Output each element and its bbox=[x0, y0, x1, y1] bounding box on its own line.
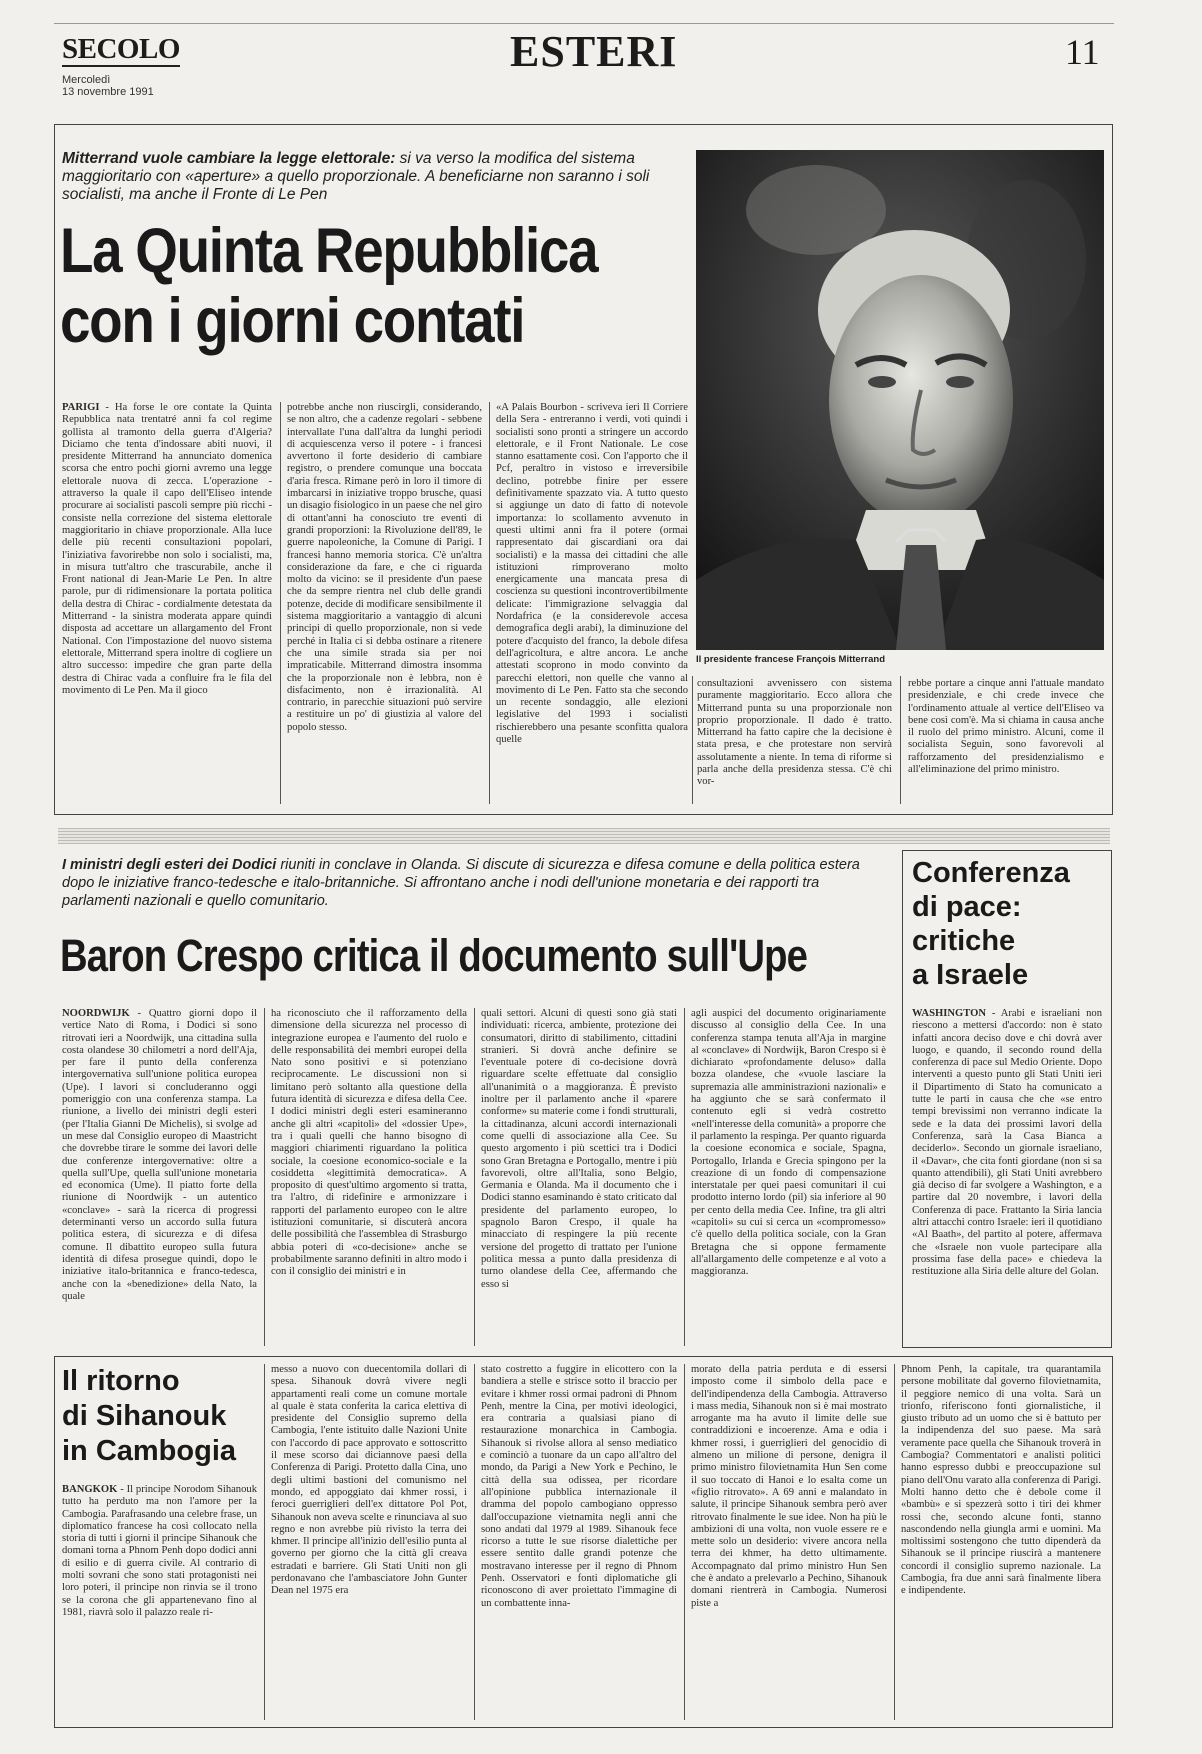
column-rule bbox=[264, 1008, 265, 1346]
headline-line-1: Il ritorno bbox=[62, 1365, 180, 1397]
headline-line-2: di pace: bbox=[912, 891, 1022, 923]
article-sihanouk-headline bbox=[62, 1364, 236, 1469]
article-mitterrand-col-2: potrebbe anche non riuscirgli, considerando, se non altro, che a cadenze regolari - sebbene intervallate l'una dall'altra da lunghi periodi di acquiescenza verso il potere - i francesi avvertono il forte desiderio di cambiare registro, o prendere comunque una boccata d'aria fresca. Rimane però in loro il timore di imbarcarsi in iniziative troppo brusche, quasi un disagio fisiologico in un paese che nel giro di ottant'anni ha conosciuto tre eventi di grandi proporzioni: la Rivoluzione dell'89, le guerre napoleoniche, la Comune di Parigi. I francesi hanno memoria storica. C'è un'altra considerazione da fare, e che ci riguarda molto da vicino: se il presidente d'un paese che da sempre rientra nel club delle grandi potenze, decide di modificare sensibilmente il sistema maggioritario a vantaggio di alcuni principi di quello proporzionale, non si vede perché in Italia ci si debba ostinare a ritenere che una simile strada sia per noi impraticabile. Mitterrand dimostra insomma che la proporzionale non è lebbra, non è disfacimento, non è irrazionalità. Al contrario, in parecchie situazioni può servire a restituire un po' di giustizia al valore del popolo stesso. bbox=[287, 402, 482, 733]
dateline: NOORDWIJK bbox=[62, 1008, 130, 1019]
kicker-bold: I ministri degli esteri dei Dodici bbox=[62, 857, 277, 873]
column-rule bbox=[684, 1364, 685, 1720]
newspaper-logo: SECOLO bbox=[62, 33, 180, 65]
headline-line-4: a Israele bbox=[912, 959, 1029, 991]
headline-line-3: critiche bbox=[912, 925, 1016, 957]
column-rule bbox=[900, 676, 901, 804]
headline-line-2: con i giorni contati bbox=[60, 286, 525, 356]
column-rule bbox=[894, 1364, 895, 1720]
article-crespo-col-4: agli auspici del documento originariamente discusso al consiglio della Cee. In una conferenza stampa tenuta all'Aja in margine al «conclave» di Nordwijk, Baron Crespo si è dichiarato «profondamente deluso» dalla bozza olandese, che «vuole lasciare la supremazia alle amministrazioni nazionali» e ha aggiunto che se sarà confermato il contenuto egli si vedrà costretto «nell'interesse della comunità» a proporre che il parlamento la respinga. Per quanto riguarda la coesione economica e sociale, Spagna, Portogallo, Irlanda e Grecia spingono per la creazione di un fondo di compensazione interstatale per quei paesi comunitari il cui prodotto interno lordo (pil) sia inferiore al 90 per cento della media Cee. Infine, tra gli altri «capitoli» su cui si cerca un «compromesso» c'è quello della politica sociale, con la Gran Bretagna che si oppone fermamente all'allargamento delle competenze e al voto a maggioranza. bbox=[691, 1008, 886, 1278]
section-title: ESTERI bbox=[510, 27, 678, 76]
article-sihanouk-col-2: messo a nuovo con duecentomila dollari di spesa. Sihanouk dovrà vivere negli appartamenti reali come un comune mortale al quale è stata conferita la carica elettiva di presidente del Consiglio supremo della Cambogia, l'ente istituito dalle Nazioni Unite con l'accordo di pace approvato e sottoscritto il mese scorso dai diciannove paesi della Conferenza di Parigi. Protetto dalla Cina, uno degli ultimi bastioni del comunismo nel mondo, ed appoggiato dai khmer rossi, i feroci guerriglieri dell'ex dittatore Pol Pot, Sihanouk non aveva scelte e rinunciava al suo regno e non avrebbe più rivisto la terra dei khmer. Il principe all'inizio dell'esilio punta al governo per giorno che la città gli creava estradati e barriere. Gli Stati Uniti non gli perdonavano che l'ambasciatore John Gunter Dean nel 1975 era bbox=[271, 1364, 467, 1597]
headline-line-3: in Cambogia bbox=[62, 1435, 237, 1467]
article-crespo-col-1 bbox=[62, 1008, 257, 1346]
headline-line-2: di Sihanouk bbox=[62, 1400, 227, 1432]
column-rule bbox=[474, 1364, 475, 1720]
photo-caption: Il presidente francese François Mitterrand bbox=[696, 654, 886, 665]
article-israele-body bbox=[912, 1008, 1102, 1338]
article-sihanouk-col-5: Phnom Penh, la capitale, tra quarantamila persone mobilitate dal governo filovietnamita, il peggiore nemico di una volta. Sarà un trionfo, riferiscono fonti giornalistiche, il giusto tributo ad un uomo che si è battuto per la indipendenza del suo paese. Ma sarà veramente pace quella che Sihanouk troverà in Cambogia? Commentatori e analisti politici hanno espresso dubbi e preoccupazione sul piano dell'Onu varato alla conferenza di Parigi. Molti hanno detto che è debole come il «bambù» e si spezzerà sotto i tiri dei khmer rossi che, secondo alcune fonti, stanno nascondendo nella giungla armi e uomini. Ma moltissimi sostengono che tutto dipenderà da Sihanouk se il principe riuscirà a mantenere concordi il consiglio supremo nazionale. La Cambogia, fra due anni sarà finalmente libera e indipendente. bbox=[901, 1364, 1101, 1597]
article-crespo-kicker bbox=[62, 856, 872, 910]
article-sihanouk-col-4: morato della patria perduta e di essersi imposto come il simbolo della pace e dell'indipendenza della Cambogia. Attraverso i mass media, Sihanouk non si è mai mostrato arrogante ma ha avuto il limite delle sue contraddizioni e incoerenze. Ama e odia i khmer rossi, i guerriglieri del genocidio di almeno un milione di persone, denigra il primo ministro filovietnamita Hun Sen come il suo toccato di Hanoi e lo esalta come un «figlio ritrovato». A 69 anni e malandato in salute, il principe Sihanouk sembra però aver ritrovato finalmente le sue idee. Non ha più le ambizioni di una volta, non vuole essere re e mette solo un desiderio: vivere ancora nella terra dei khmer, ha detto ultimamente. Accompagnato dal primo ministro Hun Sen che è andato a prelevarlo a Pechino, Sihanouk domani rientrerà in Cambogia. Numerosi piste a bbox=[691, 1364, 887, 1609]
col-text: - Il principe Norodom Sihanouk tutto ha perduto ma non l'amore per la Cambogia. Parafrasando una celebre frase, un diplomatico francese ha così collocato nella storia di tutti i giorni il principe Sihanouk che domani torna a Phnom Penh dopo dodici anni di esilio e di guerra civile. Al contrario di molti sovrani che sono stati protagonisti nei loro poteri, il principe non rinvia se il trono se la corona che gli appartenevano fino al 1981, riavrà solo il palazzo reale ri- bbox=[62, 1484, 257, 1618]
dateline: WASHINGTON bbox=[912, 1008, 986, 1019]
kicker-rest: si va verso la modifica del sistema maggioritario con «aperture» a quello proporzionale. A beneficiarne non saranno i soli socialisti, ma anche il Fronte di Le Pen bbox=[62, 150, 650, 203]
column-rule bbox=[692, 676, 693, 804]
article-mitterrand-col-3: «A Palais Bourbon - scriveva ieri Il Corriere della Sera - entreranno i verdi, voti quindi i socialisti sono pronti a stringere un accordo elettorale, e il Front Nationale. Le cose stanno esattamente così. Con l'apporto che il Pcf, peraltro in vistoso e irreversibile declino, potrebbe finire per essere definitivamente spazzato via. A tutto questo si aggiunge un dato di fatto di notevole importanza: lo scollamento avvenuto in questi ultimi anni fra il potere (ormai rappresentato dai giscardiani ora dai socialisti) e la massa dei cittadini che alle istituzioni rimproverano molto energicamente una mancata presa di coscienza su questioni incontrovertibilmente delicate: l'immigrazione selvaggia dal Nordafrica (e la considerevole accesa demografica degli arabi), la diminuzione del potere d'acquisto del franco, la debole difesa dell'agricoltura, e altre ancora. Le anche attestati scoprono in modo convinto da parecchi elettori, non quelle che vanno al movimento di Le Pen. Fatto sta che secondo un recente sondaggio, alle elezioni legislative del 1993 i socialisti rischierebbero una pesante sconfitta qualora quelle bbox=[496, 402, 688, 746]
column-rule bbox=[489, 402, 490, 804]
column-rule bbox=[684, 1008, 685, 1346]
issue-date bbox=[62, 74, 154, 98]
dateline: PARIGI bbox=[62, 402, 100, 413]
article-mitterrand-kicker bbox=[62, 150, 662, 204]
col-text: - Ha forse le ore contate la Quinta Repubblica nata trentatré anni fa col regime gollista al tramonto della guerra d'Algeria? Diciamo che tenta d'indossare abiti nuovi, il presidente Mitterrand ha annunciato domenica scorsa che entro pochi giorni avremo una legge elettorale nuova di zecca. L'operazione - attraverso la quale il capo dell'Eliseo intende procurare ai socialisti pascoli sempre più ricchi - consiste nella correzione del sistema elettorale maggioritario in chiave proporzionale. Alla luce delle più recenti consultazioni popolari, l'iniziativa favorirebbe non solo i socialisti, ma, in misura tutt'altro che trascurabile, anche il Front national di Jean-Marie Le Pen. In altre parole, pur di ridimensionare la portata politica della destra di Chirac - cordialmente detestata da Mitterrand - la sinistra moderata appare quindi disposta ad accettare un allargamento del Front National. Con l'impostazione del nuovo sistema elettorale, Mitterrand spera inoltre di cogliere un altro successo: impedire che gran parte della destra di Chirac vada a confluire fra le fila del movimento di Le Pen. Ma il gioco bbox=[62, 402, 272, 696]
issue-date-text: 13 novembre 1991 bbox=[62, 86, 154, 98]
article-crespo-col-3: quali settori. Alcuni di questi sono già stati individuati: ricerca, ambiente, protezione dei consumatori, diritto di stabilimento, cittadini stranieri. Si dovrà anche definire se l'eventuale potere di co-decisione dovrà riguardare scelte effettuate dal consiglio all'unanimità o a maggioranza. È previsto inoltre per il parlamento anche il «parere conforme» su materie come i fondi strutturali, la cittadinanza, alcuni accordi internazionali come quelli di associazione alla Cee. Su questo argomento i più scettici tra i Dodici sono Gran Bretagna e Portogallo, mentre i più favorevoli, oltre all'Italia, sono Belgio, Germania e Olanda. Ma il documento che i Dodici stanno esaminando è stato criticato dal presidente del parlamento europeo, lo spagnolo Baron Crespo, il quale ha minacciato di respingere la più recente versione del progetto di trattato per l'unione politica messa a punto dalla presidenza di turno olandese della Cee, affermando che esso si bbox=[481, 1008, 677, 1290]
page-number: 11 bbox=[1065, 32, 1100, 72]
issue-weekday: Mercoledì bbox=[62, 74, 111, 86]
column-rule bbox=[280, 402, 281, 804]
col-text: - Quattro giorni dopo il vertice Nato di Roma, i Dodici si sono ritrovati ieri a Noordwijk, una cittadina sulla costa olandese 30 chilometri a nord dell'Aja, per fare il punto della conferenza intergovernativa sull'unione politica europea (Upe). I lavori si concluderanno oggi pomeriggio con una conferenza stampa. La riunione, a livello dei ministri degli esteri (per l'Italia Gianni De Michelis), si svolge ad un mese dal Consiglio europeo di Maastricht che dovrebbe tirare le somme dei lavori delle due conferenze intergovernative: oltre a quella sull'Upe, quella sull'unione monetaria ed economica (Ume). Il piatto forte della riunione di Noordwijk - un autentico «conclave» - sarà la ricerca di progressi determinanti verso un accordo sulla futura politica estera, di sicurezza e di difesa comune. Il dibattito europeo sulla futura identità di difesa prosegue quindi, dopo le iniziative italo-britannica e franco-tedesca, anche con la «benedizione» della Nato, la quale bbox=[62, 1008, 257, 1302]
mitterrand-portrait-image bbox=[696, 150, 1104, 650]
article-mitterrand-col-5: rebbe portare a cinque anni l'attuale mandato presidenziale, e chi crede invece che l'ordinamento attuale al vertice dell'Eliseo va bene così com'è. Ma si chiama in causa anche il ruolo del primo ministro. Alcuni, come il socialista Seguin, sono favorevoli al rafforzamento del presidenzialismo e all'eliminazione del primo ministro. bbox=[908, 678, 1104, 776]
dateline: BANGKOK bbox=[62, 1484, 118, 1495]
column-rule bbox=[474, 1008, 475, 1346]
article-crespo-headline: Baron Crespo critica il documento sull'Upe bbox=[60, 930, 808, 981]
top-rule bbox=[54, 23, 1114, 24]
article-israele-headline bbox=[912, 856, 1070, 992]
article-crespo-col-2: ha riconosciuto che il rafforzamento della dimensione della sicurezza nel processo di integrazione europea e l'aumento del ruolo e delle responsabilità dei membri europei della Nato sono positivi e si potenziano reciprocamente. Le discussioni non si limitano però soltanto alla questione della futura identità di sicurezza e difesa della Cee. I dodici ministri degli esteri esamineranno anche gli altri «capitoli» del «dossier Upe», tra i quali quelli che hanno bisogno di maggiori chiarimenti riguardano la politica sociale, la coesione economico-sociale e la cosiddetta «legittimità democratica». A proposito di quest'ultimo argomento si tratta, tra l'altro, di ridefinire e armonizzare i rapporti del parlamento europeo con le altre istituzioni comunitarie, si discuterà ancora delle possibilità che l'assemblea di Strasburgo abbia poteri di «co-decisione» anche se probabilmente saranno definiti in altro modo i con il consiglio dei ministri e in bbox=[271, 1008, 467, 1278]
col-text: - Arabi e israeliani non riescono a mettersi d'accordo: non è stato infatti ancora deciso dove e chi dovrà aver luogo, e quando, il secondo round della conferenza di pace sul Medio Oriente. Dopo interventi a questo punto gli Stati Uniti ieri il Dipartimento di Stato ha comunicato a tutte le parti in causa che che «se entro tempi brevissimi non verranno indicate la sede e la data dei prossimi lavori della Conferenza, sarà la Casa Bianca a deciderlo». Secondo un giornale israeliano, il «Davar», che cita fonti giordane (non si sa quanto attendibili), gli Stati Uniti avrebbero già deciso di far svolgere a Washington, e a partire dal 20 novembre, i lavori della Conferenza di pace. Frattanto la Siria lancia altri attacchi contro Israele: ieri il quotidiano «Al Baath», del partito al potere, affermava che «Israele non vuole partecipare alla prossima fase della pace» e chiedeva la restituzione alla Siria delle alture del Golan. bbox=[912, 1008, 1102, 1278]
column-rule bbox=[264, 1364, 265, 1720]
kicker-bold: Mitterrand vuole cambiare la legge elettorale: bbox=[62, 150, 396, 167]
headline-line-1: La Quinta Repubblica bbox=[60, 216, 598, 286]
article-mitterrand-headline bbox=[60, 218, 700, 354]
headline-line-1: Conferenza bbox=[912, 857, 1070, 889]
article-mitterrand-col-1 bbox=[62, 402, 272, 804]
article-sihanouk-col-3: stato costretto a fuggire in elicottero con la bandiera a stelle e strisce sotto il braccio per evitare i khmer rossi ormai padroni di Phnom Penh, mentre la Cina, per motivi ideologici, era contraria a qualsiasi piano di restaurazione monarchica in Cambogia. Sihanouk si rivolse allora al senso mediatico e cominciò a tuonare da un capo all'altro del mondo, da Parigi a New York e Pechino, le città della sua odissea, per ricordare all'opinione pubblica internazionale il dramma del popolo cambogiano oppresso dall'occupazione vietnamita negli anni che sono andati dal 1979 al 1989. Sihanouk fece ricorso a tutte le sue risorse dialettiche per essere sentito dalle grandi potenze che mostravano interesse per il regno di Phnom Penh. Osservatori e fonti diplomatiche gli riconoscono di aver proiettato l'immagine di un combattente inna- bbox=[481, 1364, 677, 1609]
kicker-rest: riuniti in conclave in Olanda. Si discute di sicurezza e difesa comune e della politica estera dopo le iniziative franco-tedesche e italo-britanniche. Si affrontano anche i nodi dell'unione monetaria e dei rapporti tra parlamenti nazionali e quello comunitario. bbox=[62, 857, 860, 909]
article-mitterrand-col-4: consultazioni avvenissero con sistema puramente maggioritario. Ecco allora che Mitterrand punta su una proporzionale non proprio proporzionale. Il dado è tratto. Mitterrand ha fatto capire che la decisione è stata presa, e che protestare non servirà assolutamente a niente. In tema di riforme si parla anche della presidenza stessa. C'è chi vor- bbox=[697, 678, 892, 788]
mitterrand-photo bbox=[696, 150, 1104, 650]
section-separator bbox=[58, 828, 1110, 844]
article-sihanouk-col-1 bbox=[62, 1484, 257, 1720]
